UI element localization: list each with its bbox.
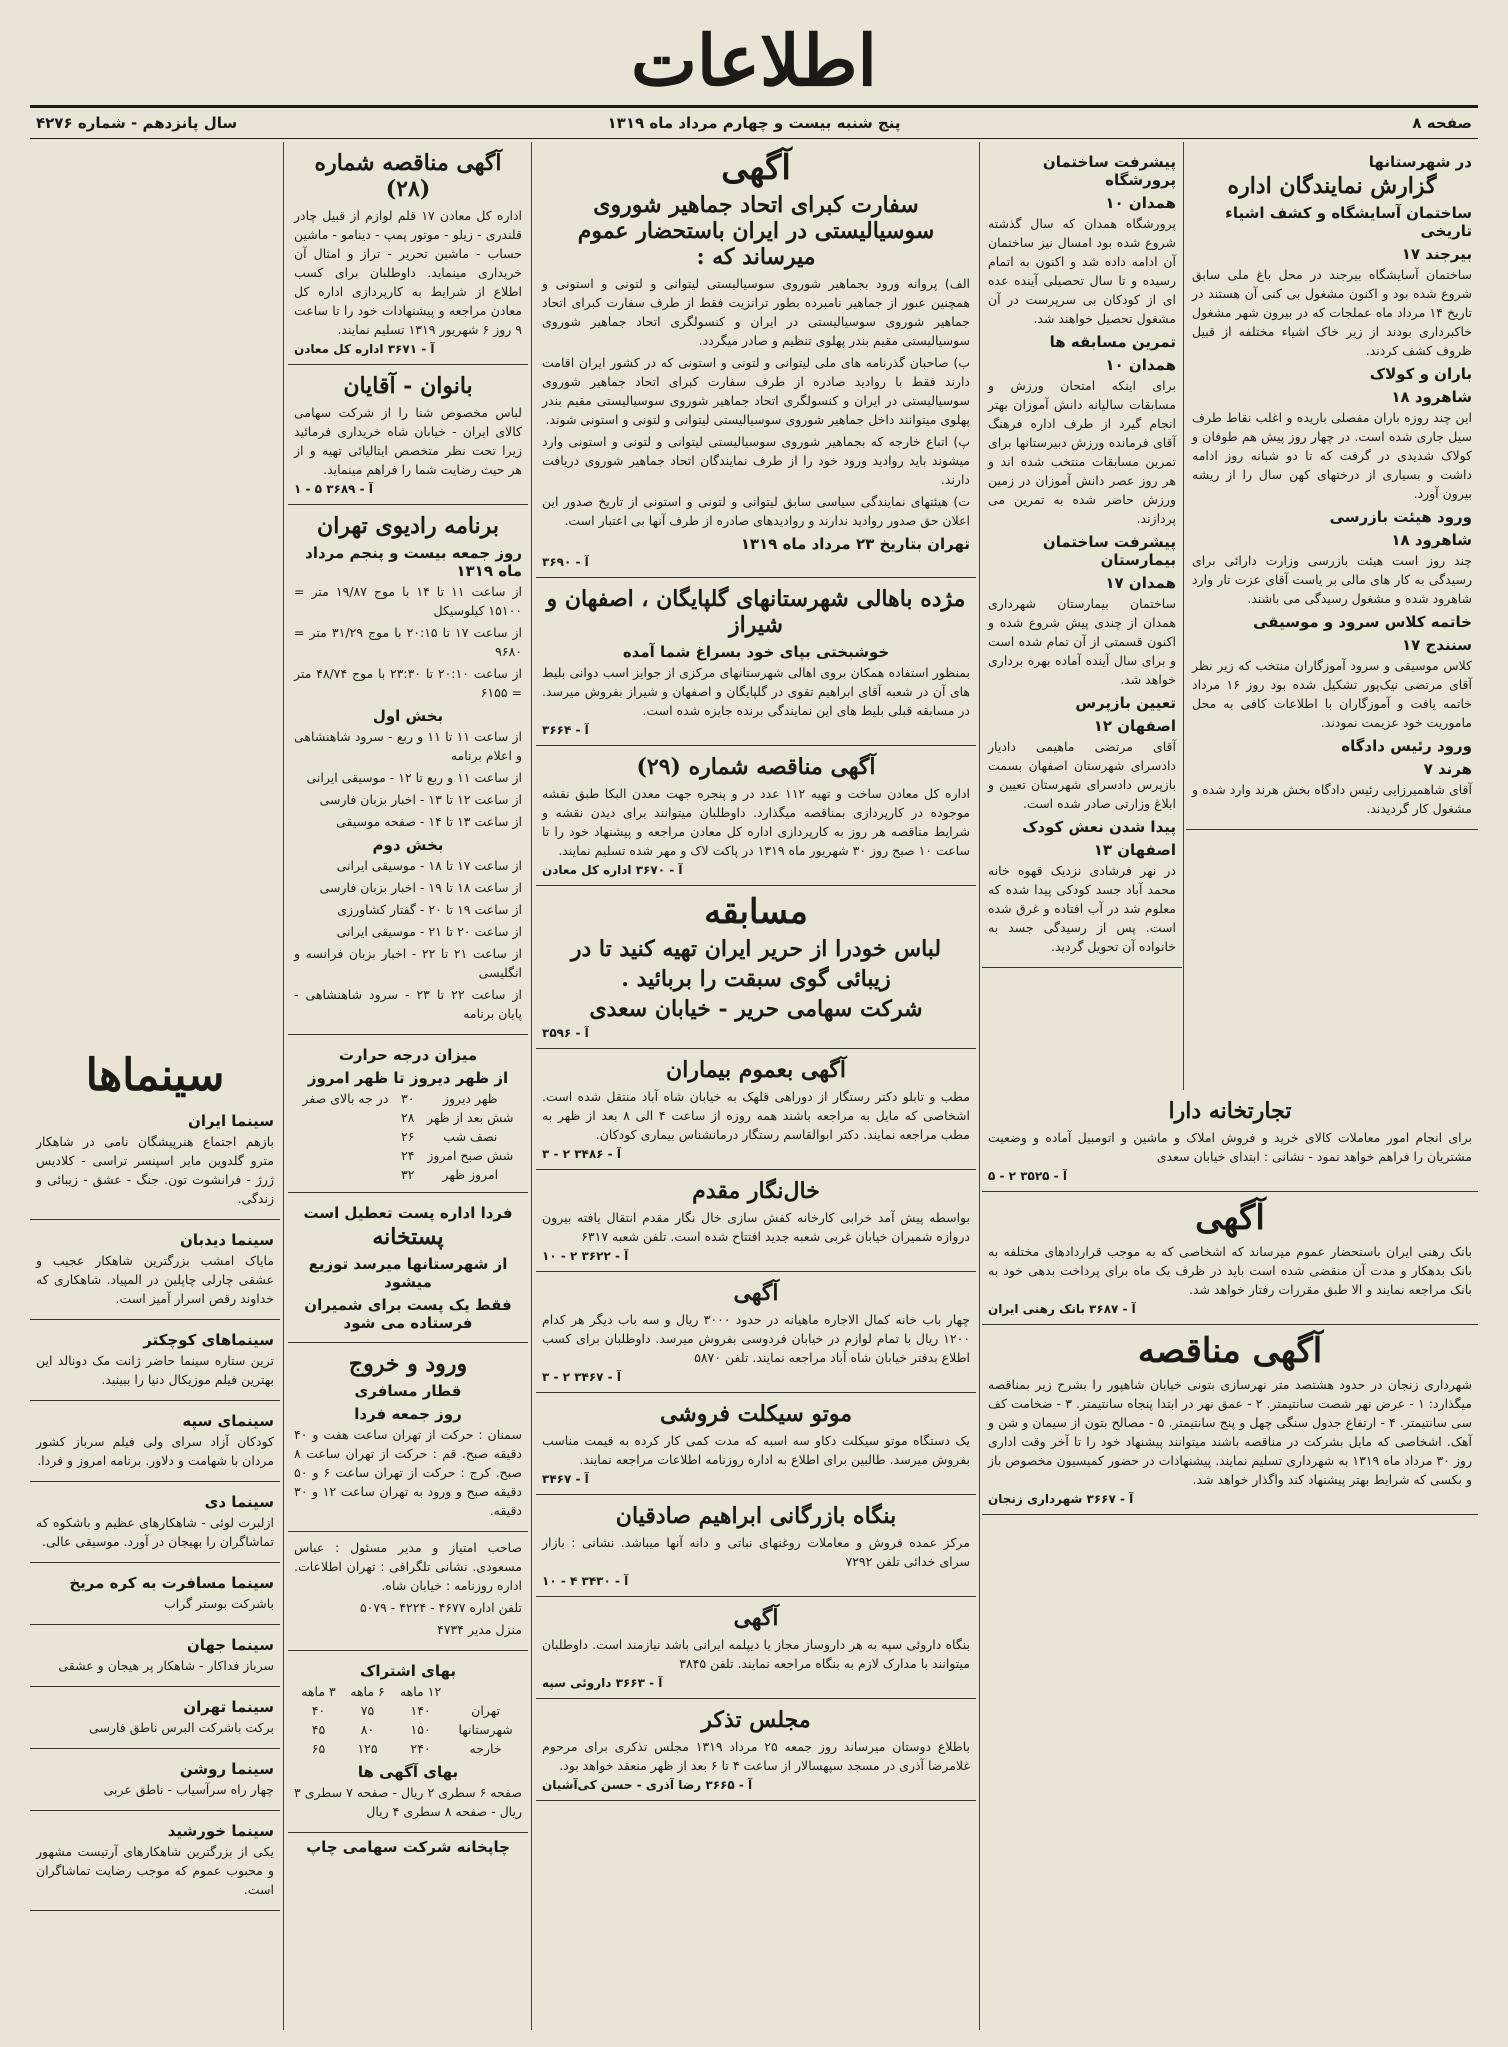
owner-text: صاحب امتیاز و مدیر مسئول : عباس مسعودی. نشانی تلگرافی : تهران اطلاعات. اداره روزنامه : خیابان شاه. bbox=[294, 1540, 522, 1593]
subs-cell bbox=[449, 1682, 522, 1701]
subs-cell: ۴۰ bbox=[311, 1703, 326, 1718]
radio-title: برنامه رادیوی تهران bbox=[317, 513, 499, 539]
tender-text: شهرداری زنجان در حدود هشتصد متر نهرسازی بتونی خیابان شاهپور را بشرح زیر بمناقصه میگذارد: ۱ - عرض نهر شصت سانتیمتر. ۲ - عمق نهر در ابتدا پنجاه سانتیمتر. ۳ - ضخامت کف سی سانتیمتر. ۴ - ارتفاع جدول سنگی چهل و پنج سانتیمتر. ۵ - مصالح بتون از سیمان و شن و آهک. اشخاصی که مایل بشرکت در مناقصه باشند میتوانند پیشنهاد خود را تا آخر وقت اداری روز ۳۰ مرداد ماه ۱۳۱۹ به شهرداری تسلیم نمایند. پیشنهادات در حضور کمیسیون مخصوص باز و بکسی که شرایط بهتر پیشنهاد کند واگذار خواهد شد. bbox=[988, 1377, 1473, 1487]
item-subheading: اصفهان ۱۲ bbox=[1093, 717, 1176, 735]
merchant-ref: آ - ۳۵۲۵ ۲ - ۵ bbox=[988, 1169, 1067, 1183]
train-sub: قطار مسافری bbox=[354, 1382, 462, 1400]
cinema-item bbox=[30, 1482, 280, 1563]
train-sub: روز جمعه فردا bbox=[354, 1405, 462, 1423]
item-heading: ورود رئیس دادگاه bbox=[1341, 737, 1472, 755]
temperature-box bbox=[288, 1035, 528, 1193]
subs-cell: ۲۴۰ bbox=[410, 1741, 431, 1756]
temp-unit bbox=[294, 1146, 397, 1165]
temp-unit bbox=[294, 1165, 397, 1184]
radio-line: از ساعت ۲۰ تا ۲۱ - موسیقی ایرانی bbox=[336, 924, 522, 939]
column-divider bbox=[531, 142, 532, 2030]
motorcycle-ad bbox=[536, 1393, 976, 1495]
temp-label: شش صبح امروز bbox=[427, 1148, 514, 1163]
bank-title: آگهی bbox=[1195, 1198, 1265, 1238]
subs-cell: شهرستانها bbox=[458, 1722, 513, 1737]
newspaper-page bbox=[30, 0, 1478, 2040]
swimwear-text: لباس مخصوص شنا را از شرکت سهامی کالای ایران - خیابان شاه خریداری فرمائید زیرا تحت نظر متخصص ایتالیائی تهیه و از هر حیث رضایت شما را فراهم مینماید. bbox=[294, 405, 522, 477]
tender29-text: اداره کل معادن ساخت و تهیه ۱۱۲ عدد در و پنجره جهت معدن البکا طبق نقشه موجوده در کارپردازی بمناقصه میگذارد. داوطلبان میتوانند برای دیدن نقشه و شرایط مناقصه هر روز به کارپردازی اداره کل معادن مراجعه و پیشنهاد خود را تا ساعت ۱۰ صبح روز ۳۰ شهریور ماه ۱۳۱۹ در پاکت لاک و مهر شده تسلیم نمایند. bbox=[542, 786, 970, 858]
cinema-name: سینما تهران bbox=[183, 1698, 274, 1716]
silk-line: شرکت سهامی حریر - خیابان سعدی bbox=[589, 996, 923, 1022]
house-ad bbox=[536, 1272, 976, 1393]
cinema-item bbox=[30, 1749, 280, 1811]
subscription-box bbox=[288, 1651, 528, 1833]
silk-line: زیبائی گوی سبقت را بربائید . bbox=[621, 966, 891, 992]
item-heading: پیشرفت ساختمان بیمارستان bbox=[1042, 533, 1176, 569]
cinema-text: مایاک امشب بزرگترین شاهکار عجیب و عشقی چارلی چاپلین در المپیاد. شاهکاری که خداوند رقص اسرار آمیز است. bbox=[36, 1253, 274, 1306]
temp-value: ۲۴ bbox=[401, 1148, 415, 1163]
motorcycle-title: موتو سیکلت فروشی bbox=[659, 1401, 853, 1427]
radio-line: از ساعت ۱۱ تا ۱۱ و ربع - سرود شاهنشاهی و اعلام برنامه bbox=[294, 729, 522, 763]
pharmacy-ref: آ - ۳۶۶۳ داروئی سپه bbox=[542, 1676, 663, 1690]
merchant-text: برای انجام امور معاملات کالای خرید و فروش املاک و ماشین و اتومبیل آماده و وضعیت مشتریان را فراهم خواهد نمود - نشانی : ابتدای خیابان سعدی bbox=[988, 1130, 1472, 1164]
tender-ad bbox=[982, 1325, 1478, 1515]
tender29-title: آگهی مناقصه شماره (۲۹) bbox=[636, 754, 876, 780]
column-divider bbox=[283, 142, 284, 2030]
cinema-name: سینما دیدبان bbox=[180, 1231, 274, 1249]
doctor-ref: آ - ۳۴۸۶ ۲ - ۳ bbox=[542, 1147, 621, 1161]
item-heading: باران و کولاک bbox=[1369, 365, 1472, 383]
column-info bbox=[288, 142, 528, 2030]
cinema-text: ازلبرت لوئی - شاهکارهای عظیم و باشکوه که تماشاگران را بهیجان در آورد. موسیقی عالی. bbox=[36, 1515, 274, 1549]
cinema-text: سرباز فداکار - شاهکار پر هیجان و عشقی bbox=[58, 1658, 274, 1673]
memorial-title: مجلس تذکر bbox=[701, 1707, 811, 1733]
cinemas-title: سینماها bbox=[85, 1050, 225, 1101]
item-body: ساختمان آسایشگاه بیرجند در محل باغ ملی سابق شروع شده بود و اکنون مشغول بی کنی آن هستند در تاریخ ۱۴ مرداد ماه عملجات که در بیرون شهر مشغول خاکبرداری بودند از زیر خاک اشیاء مختلفه از قبیل ظروف کشف کردند. bbox=[1192, 267, 1472, 358]
table-row bbox=[294, 1701, 522, 1720]
table-row bbox=[294, 1165, 522, 1184]
lottery-title: مژده باهالی شهرستانهای گلپایگان ، اصفهان و شیراز bbox=[546, 586, 966, 638]
post-line: پستخانه bbox=[372, 1224, 444, 1250]
cinema-name: سینما دی bbox=[204, 1493, 274, 1511]
bank-ref: آ - ۳۶۸۷ بانک رهنی ایران bbox=[988, 1302, 1136, 1316]
cinema-item bbox=[30, 1687, 280, 1749]
house-text: چهار باب خانه کمال الاجاره ماهیانه در حدود ۳۰۰۰ ریال و سه باب دیگر هر کدام ۱۲۰۰ ریال با تمام لوازم در خیابان فردوسی بفروش میرسد. داوطلبان برای کسب اطلاع بدفتر خیابان شاه آباد مراجعه نمایند. تلفن ۵۸۷۰ bbox=[542, 1312, 970, 1365]
item-body: این چند روزه باران مفصلی باریده و اغلب نقاط طرف سیل جاری شده است. در چهار روز پیش هم طوفان و کولاک شدیدی در گرفت که تا دو شبانه روز ادامه داشت و بسیاری از درختهای کهن سال را از ریشه بیرون آورد. bbox=[1192, 410, 1472, 501]
silk-ref: آ - ۳۵۹۶ bbox=[542, 1026, 589, 1040]
radio-line: از ساعت ۲۱ تا ۲۲ - اخبار بزبان فرانسه و انگلیسی bbox=[294, 946, 522, 980]
cinema-text: کودکان آزاد سرای ولی فیلم سرباز کشور مردان با شهامت و دلاور. برنامه امروز و فردا. bbox=[36, 1434, 274, 1468]
temp-unit bbox=[294, 1127, 397, 1146]
item-body: چند روز است هیئت بازرسی وزارت دارائی برای رسیدگی به کار های مالی بر یاست آقای عزت تار وارد شاهرود شده و مشغول رسیدگی می باشند. bbox=[1192, 553, 1472, 606]
house-title: آگهی bbox=[733, 1280, 779, 1306]
embassy-paragraph: ب) صاحبان گذرنامه های ملی لیتوانی و لتونی و استونی که در کشور ایران اقامت دارند فقط با روادید صادره از طرف سفارت کبرای اتحاد جماهیر شوروی سوسیالیستی در ایران و کنسولگری اتحاد جماهیر شوروی سوسیالیستی مقیم بندر پهلوی میتوانند داخل جماهیر شوروی سوسیالیستی لیتوانی و لتونی و استونی شوند. bbox=[542, 355, 970, 427]
table-row bbox=[294, 1720, 522, 1739]
mines-tender-ad bbox=[288, 142, 528, 365]
subscription-table bbox=[294, 1682, 522, 1758]
radio-line: از ساعت ۱۹ تا ۲۰ - گفتار کشاورزی bbox=[337, 902, 522, 917]
item-body: برای اینکه امتحان ورزش و مسابقات سالیانه دانش آموزان بهتر انجام گیرد از طرف اداره فرهنگ آقای فرمانده ورزش دبیرستانها برای تمرین مسابقات منتخب شده اند و هر روز عصر دانش آموزان در زمین ورزش حاضر شده به تمرین می پردازند. bbox=[988, 378, 1176, 526]
doctor-text: مطب و تابلو دکتر رستگار از دوراهی قلهک به خیابان شاه آباد منتقل شده است. اشخاصی که مایل به مراجعه باشند همه روزه از ساعت ۴ الی ۸ بعد از ظهر به مطب مراجعه نمایند. دکتر ابوالقاسم رستگار درمانشناس بیماری کودکان. bbox=[542, 1089, 970, 1142]
trade-ref: آ - ۳۴۳۰ ۴ - ۱۰ bbox=[542, 1574, 629, 1588]
pharmacy-text: بنگاه داروئی سپه به هر داروساز مجاز یا دیپلمه ایرانی باشد نیازمند است. داوطلبان میتوانند با مدارک لازم به بنگاه مراجعه نمایند. تلفن ۳۸۴۵ bbox=[542, 1637, 970, 1671]
post-box bbox=[288, 1193, 528, 1343]
item-body: پرورشگاه همدان که سال گذشته شروع شده بود امسال نیز ساختمان آن ادامه داده شد و اکنون به اتمام رسیده و تا سال تحصیلی آینده عده ای از کودکان بی سرپرست در آن مشغول تحصیل خواهند شد. bbox=[988, 216, 1176, 326]
embassy-headline: سفارت کبرای اتحاد جماهیر شوروی سوسیالیستی در ایران باستحضار عموم میرساند که : bbox=[577, 192, 935, 270]
cinema-text: ترین ستاره سینما حاضر ژانت مک دونالد این بهترین فیلم موزیکال دنیا را ببینید. bbox=[36, 1353, 274, 1387]
subs-cell: ۶۵ bbox=[311, 1741, 326, 1756]
provinces-item bbox=[1192, 204, 1472, 360]
shoe-title: خال‌نگار مقدم bbox=[692, 1178, 820, 1204]
column-divider bbox=[979, 142, 980, 2030]
item-body: کلاس موسیقی و سرود آموزگاران منتخب که زیر نظر آقای مرتضی نیک‌پور تشکیل شده بود روز ۱۶ مرداد خاتمه یافت و آموزگاران با اطلاعات کافی به محل ماموریت خود عزیمت نمودند. bbox=[1192, 658, 1472, 730]
owner-box bbox=[288, 1532, 528, 1651]
train-text: سمنان : حرکت از تهران ساعت هفت و ۴۰ دقیقه صبح. قم : حرکت از تهران ساعت ۸ صبح. کرج : حرکت از تهران ساعت ۶ و ۵۰ دقیقه صبح و ورود به تهران ساعت ۱۲ و ۳۰ دقیقه. bbox=[294, 1427, 522, 1518]
bank-text: بانک رهنی ایران باستحضار عموم میرساند که اشخاصی که به موجب قراردادهای مختلفه به بانک بدهکار و مدت آن منقضی شده است باید در ظرف یک ماه برای پرداخت بدهی خود به بانک مراجعه نمایند و الا طبق مقررات رفتار خواهد شد. bbox=[988, 1244, 1472, 1297]
header-line bbox=[30, 105, 1478, 139]
item-subheading: شاهرود ۱۸ bbox=[1391, 388, 1472, 406]
cinema-text: چهار راه سرآسیاب - ناطق عربی bbox=[103, 1782, 274, 1797]
item-heading: ساختمان آسایشگاه و کشف اشیاء تاریخی bbox=[1225, 204, 1472, 240]
temp-label: امروز ظهر bbox=[442, 1167, 499, 1182]
trade-text: مرکز عمده فروش و معاملات روغنهای نباتی و دانه آنها میباشد. نشانی : بازار سرای خدائی تلفن ۷۲۹۲ bbox=[542, 1535, 970, 1569]
subs-cell: ۱۴۰ bbox=[410, 1703, 431, 1718]
newspaper-logo: اطلاعات bbox=[631, 19, 877, 102]
radio-part: بخش اول bbox=[372, 707, 444, 725]
trade-title: بنگاه بازرگانی ابراهیم صادقیان bbox=[615, 1503, 897, 1529]
provinces-item bbox=[1192, 365, 1472, 503]
radio-sub: روز جمعه بیست و پنجم مرداد ماه ۱۳۱۹ bbox=[305, 544, 522, 580]
post-line: فردا اداره پست تعطیل است bbox=[303, 1204, 513, 1222]
provinces-item bbox=[1192, 613, 1472, 732]
cinema-name: سینما مسافرت به کره مریخ bbox=[69, 1574, 274, 1592]
embassy-title: آگهی bbox=[721, 148, 791, 188]
cinema-name: سینما روشن bbox=[179, 1760, 274, 1778]
item-heading: تعیین بازپرس bbox=[1075, 694, 1176, 712]
cinema-item bbox=[30, 1401, 280, 1482]
radio-line: از ساعت ۱۸ تا ۱۹ - اخبار بزبان فارسی bbox=[319, 880, 522, 895]
column-divider bbox=[1183, 142, 1184, 1090]
subs-cell: ۸۰ bbox=[360, 1722, 375, 1737]
owner-phone: منزل مدیر ۴۷۳۴ bbox=[437, 1622, 522, 1637]
swimwear-title: بانوان - آقایان bbox=[343, 373, 473, 399]
subs-cell: ۶ ماهه bbox=[350, 1684, 385, 1699]
temp-unit: در جه بالای صفر bbox=[302, 1091, 389, 1106]
radio-line: از ساعت ۱۷ تا ۲۰:۱۵ با موج ۳۱/۲۹ متر = ۹۶۸۰ bbox=[294, 625, 522, 659]
radio-line: از ساعت ۱۱ و ربع تا ۱۲ - موسیقی ایرانی bbox=[306, 770, 522, 785]
cinema-name: سینمای سپه bbox=[182, 1412, 274, 1430]
tender-title: آگهی مناقصه bbox=[1137, 1331, 1323, 1371]
item-subheading: اصفهان ۱۳ bbox=[1093, 841, 1176, 859]
swimwear-ad bbox=[288, 365, 528, 505]
issue-date: پنج شنبه بیست و چهارم مرداد ماه ۱۳۱۹ bbox=[607, 114, 901, 132]
subs-cell: ۱۲۵ bbox=[357, 1741, 378, 1756]
shoe-text: بواسطه پیش آمد خرابی کارخانه کفش سازی خال نگار مقدم انتقال یافته بیرون دروازه شمیران خیابان غربی شعبه جدید افتتاح شده است. تلفن شعبه ۶۳۱۷ bbox=[542, 1210, 970, 1244]
item-subheading: همدان ۱۰ bbox=[1105, 194, 1176, 212]
masthead bbox=[30, 18, 1478, 104]
temp-unit bbox=[294, 1108, 397, 1127]
item-body: در نهر فرشادی نزدیک قهوه خانه محمد آباد جسد کودکی پیدا شده که معلوم شد در آب افتاده و غرق شده است. پس از رسیدگی جسد به خانواده آن تحویل گردید. bbox=[988, 863, 1176, 954]
memorial-ref: آ - ۳۶۶۵ رضا آذری - حسن کی‌آشیان bbox=[542, 1778, 753, 1792]
embassy-paragraph: الف) پروانه ورود بجماهیر شوروی سوسیالیستی لیتوانی و لتونی و استونی و همچنین عبور از جماهیر نامبرده بطور ترانزیت فقط از طرف سفارت کبرای اتحاد جماهیر شوروی سوسیالیستی در ایران و کنسولگری اتحاد جماهیر شوروی سوسیالیستی مقیم بندر پهلوی تنظیم و صادر میگردد. bbox=[542, 276, 970, 348]
owner-phone: تلفن اداره ۴۶۷۷ - ۴۲۲۴ - ۵۰۷۹ bbox=[359, 1600, 522, 1615]
subs-cell: ۴۵ bbox=[311, 1722, 326, 1737]
cinema-name: سینماهای کوچکتر bbox=[143, 1331, 274, 1349]
pharmacy-title: آگهی bbox=[733, 1605, 779, 1631]
item-subheading: شاهرود ۱۸ bbox=[1391, 531, 1472, 549]
page-number: صفحه ۸ bbox=[1412, 114, 1472, 132]
cinema-item bbox=[30, 1101, 280, 1220]
temp-value: ۳۰ bbox=[401, 1091, 415, 1106]
temp-value: ۲۸ bbox=[401, 1110, 415, 1125]
motorcycle-ref: آ - ۳۴۶۷ bbox=[542, 1472, 589, 1486]
column-cinemas bbox=[30, 1050, 280, 2030]
table-row bbox=[294, 1739, 522, 1758]
item-subheading: بیرجند ۱۷ bbox=[1401, 245, 1472, 263]
cinema-item bbox=[30, 1811, 280, 1911]
lower-right-ads bbox=[982, 1090, 1478, 2030]
embassy-paragraph: پ) اتباع خارجه که بجماهیر شوروی سوسیالیستی لیتوانی و لتونی و استونی وارد میشوند باید روادید ورود خود را از طرف نمایندگان اتحاد جماهیر شوروی دریافت دارند. bbox=[542, 434, 970, 487]
radio-line: از ساعت ۱۲ تا ۱۳ - اخبار بزبان فارسی bbox=[319, 792, 522, 807]
shoe-ad bbox=[536, 1170, 976, 1272]
temperature-table bbox=[294, 1089, 522, 1184]
cities-block bbox=[982, 142, 1182, 968]
silk-ad bbox=[536, 886, 976, 1049]
subs-cell: ۱۲ ماهه bbox=[399, 1684, 442, 1699]
column-center-ads bbox=[536, 142, 976, 2030]
subs-cell: خارجه bbox=[469, 1741, 502, 1756]
table-row bbox=[294, 1108, 522, 1127]
item-subheading: همدان ۱۰ bbox=[1105, 356, 1176, 374]
tender29-ref: آ - ۳۶۷۰ اداره کل معادن bbox=[542, 863, 683, 877]
ads-price-text: صفحه ۶ سطری ۲ ریال - صفحه ۷ سطری ۳ ریال - صفحه ۸ سطری ۴ ریال bbox=[294, 1785, 522, 1819]
cinema-name: سینما ایران bbox=[188, 1112, 274, 1130]
item-subheading: همدان ۱۷ bbox=[1105, 574, 1176, 592]
cinema-text: باشرکت بوستر گراب bbox=[164, 1596, 274, 1611]
house-ref: آ - ۳۴۶۷ ۲ - ۳ bbox=[542, 1370, 621, 1384]
cinema-item bbox=[30, 1563, 280, 1625]
radio-line: از ساعت ۲۲ تا ۲۳ - سرود شاهنشاهی - پایان برنامه bbox=[294, 987, 522, 1021]
item-body: آقای شاهمیرزایی رئیس دادگاه بخش هرند وارد شده و مشغول کار گردیدند. bbox=[1192, 782, 1472, 816]
cinema-text: بازهم اجتماع هنرپیشگان نامی در شاهکار مترو گلدوین مایر اسپنسر تراسی - کلادیس ژرژ - فرانشوت تون. جنگ - عشق - زیبائی و زندگی. bbox=[36, 1134, 274, 1206]
doctor-title: آگهی بعموم بیماران bbox=[666, 1057, 846, 1083]
post-line: فقط یک پست برای شمیران فرستاده می شود bbox=[304, 1296, 512, 1332]
train-box bbox=[288, 1343, 528, 1532]
tender-ref: آ - ۳۶۶۷ شهرداری زنجان bbox=[988, 1492, 1134, 1506]
doctor-ad bbox=[536, 1049, 976, 1170]
memorial-text: باطلاع دوستان میرساند روز جمعه ۲۵ مرداد ۱۳۱۹ مجلس تذکری برای مرحوم غلامرضا آذری در مسجد سپهسالار از ساعت ۴ تا ۶ بعد از ظهر منعقد خواهد بود. bbox=[542, 1739, 970, 1773]
table-row bbox=[294, 1682, 522, 1701]
radio-line: از ساعت ۱۱ تا ۱۴ با موج ۱۹/۸۷ متر = ۱۵۱۰۰ کیلوسیکل bbox=[294, 584, 522, 618]
subs-cell: ۱۵۰ bbox=[410, 1722, 431, 1737]
subs-cell: ۷۵ bbox=[360, 1703, 375, 1718]
cinema-text: یکی از بزرگترین شاهکارهای آرتیست مشهور و محبوب عموم که موجب رضایت تماشاگران است. bbox=[36, 1844, 274, 1897]
item-heading: پیشرفت ساختمان پرورشگاه bbox=[1042, 153, 1176, 189]
item-body: ساختمان بیمارستان شهرداری همدان از چندی پیش شروع شده و اکنون قسمتی از آن تمام شده است و برای سال آینده آماده بهره برداری خواهد شد. bbox=[988, 596, 1176, 687]
table-row bbox=[294, 1127, 522, 1146]
temperature-sub: از ظهر دیروز تا ظهر امروز bbox=[307, 1069, 509, 1087]
embassy-ref: آ - ۳۶۹۰ bbox=[542, 555, 589, 569]
cinema-item bbox=[30, 1320, 280, 1401]
cinema-item bbox=[30, 1625, 280, 1687]
table-row bbox=[294, 1089, 522, 1108]
subs-cell: تهران bbox=[471, 1703, 500, 1718]
radio-program bbox=[288, 505, 528, 1035]
shoe-ref: آ - ۳۶۲۲ ۲ - ۱۰ bbox=[542, 1249, 629, 1263]
temp-label: نصف شب bbox=[443, 1129, 498, 1144]
post-line: از شهرستانها میرسد توزیع میشود bbox=[308, 1255, 508, 1291]
cinema-name: سینما خورشید bbox=[167, 1822, 274, 1840]
merchant-title: تجارتخانه دارا bbox=[1168, 1098, 1292, 1124]
table-row bbox=[294, 1146, 522, 1165]
bank-ad bbox=[982, 1192, 1478, 1325]
provinces-lead: در شهرستانها bbox=[1368, 153, 1472, 171]
lottery-ref: آ - ۳۶۶۴ bbox=[542, 723, 589, 737]
temp-value: ۳۲ bbox=[401, 1167, 415, 1182]
subscription-title: بهای اشتراک bbox=[360, 1662, 456, 1680]
item-heading: خاتمه کلاس سرود و موسیقی bbox=[1253, 613, 1472, 631]
item-heading: ورود هیئت بازرسی bbox=[1329, 508, 1472, 526]
lottery-ad bbox=[536, 578, 976, 746]
item-heading: پیدا شدن نعش کودک bbox=[1022, 818, 1176, 836]
swimwear-ref: آ - ۳۶۸۹ ۵ - ۱ bbox=[294, 482, 373, 496]
radio-line: از ساعت ۱۷ تا ۱۸ - موسیقی ایرانی bbox=[336, 858, 522, 873]
temp-value: ۲۶ bbox=[401, 1129, 415, 1144]
silk-line: لباس خودرا از حریر ایران تهیه کنید تا در bbox=[570, 936, 942, 962]
motorcycle-text: یک دستگاه موتو سیکلت دکاو سه اسبه که مدت کمی کار کرده به قیمت مناسب بفروش میرسد. طالبین برای اطلاع به اداره روزنامه اطلاعات مراجعه نمایند. bbox=[542, 1433, 970, 1467]
radio-line: از ساعت ۱۳ تا ۱۴ - صفحه موسیقی bbox=[336, 814, 522, 829]
provinces-item bbox=[1192, 737, 1472, 818]
pharmacy-ad bbox=[536, 1597, 976, 1699]
mines-tender-ref: آ - ۳۶۷۱ اداره کل معادن bbox=[294, 342, 435, 356]
lottery-sub: خوشبختی بپای خود بسراغ شما آمده bbox=[622, 643, 890, 661]
item-subheading: سنندج ۱۷ bbox=[1401, 636, 1472, 654]
issue-number: سال پانزدهم - شماره ۴۲۷۶ bbox=[36, 114, 238, 132]
radio-part: بخش دوم bbox=[372, 836, 444, 854]
mines-tender-title: آگهی مناقصه شماره (۲۸) bbox=[314, 150, 502, 202]
cinema-item bbox=[30, 1220, 280, 1320]
temperature-title: میزان درجه حرارت bbox=[338, 1046, 478, 1064]
embassy-paragraph: ت) هیئتهای نمایندگی سیاسی سابق لیتوانی و لتونی و استونی از تاریخ صدور این اعلان حق صدور روادید ندارند و روادیدهای صادره از طرف آنها بی اعتبار است. bbox=[542, 494, 970, 528]
provinces-block bbox=[1186, 142, 1478, 830]
lottery-text: بمنظور استفاده همکان بروی اهالی شهرستانهای مرکزی از جوایز اسب دوانی بلیط های آن در شعبه آقای ابراهیم تقوی در گلپایگان و اصفهان و شیراز بفروش میرسد. در مسابقه قبلی بلیط های این نمایندگی برنده جایزه شده است. bbox=[542, 665, 970, 718]
cinema-text: برکت باشرکت البرس ناطق فارسی bbox=[89, 1720, 274, 1735]
mines-tender-text: اداره کل معادن ۱۷ قلم لوازم از قبیل چادر قلندری - زیلو - موتور پمپ - دینامو - ماشین حساب - ماشین تحریر - تراز و امثال آن خریداری مینماید. داوطلبان برای کسب اطلاع از شرایط به کارپردازی اداره کل معادن مراجعه و پیشنهادات خود را تا ساعت ۹ روز ۶ شهریور ۱۳۱۹ تسلیم نمایند. bbox=[294, 208, 523, 337]
provinces-item bbox=[1192, 508, 1472, 608]
item-heading: تمرین مسابقه ها bbox=[1049, 333, 1176, 351]
temp-label: شش بعد از ظهر bbox=[427, 1110, 514, 1125]
embassy-ad bbox=[536, 142, 976, 578]
ads-price-title: بهای آگهی ها bbox=[357, 1763, 459, 1781]
tender29-ad bbox=[536, 746, 976, 886]
subs-cell: ۳ ماهه bbox=[301, 1684, 336, 1699]
merchant-ad bbox=[982, 1090, 1478, 1192]
printer-name: چاپخانه شرکت سهامی چاپ bbox=[306, 1838, 510, 1856]
item-subheading: هرند ۷ bbox=[1423, 760, 1472, 778]
silk-title: مسابقه bbox=[704, 892, 808, 932]
provinces-title: گزارش نمایندگان اداره bbox=[1227, 173, 1437, 199]
item-body: آقای مرتضی ماهیمی دادیار دادسرای شهرستان اصفهان بسمت بازپرس دادسرای شهرستان تعیین و ابلاغ وزارتی صادر شده است. bbox=[988, 739, 1176, 811]
memorial-ad bbox=[536, 1699, 976, 1801]
cinema-name: سینما جهان bbox=[186, 1636, 274, 1654]
train-title: ورود و خروج bbox=[348, 1351, 468, 1377]
trade-ad bbox=[536, 1495, 976, 1597]
embassy-date: تهران بتاریخ ۲۳ مرداد ماه ۱۳۱۹ bbox=[740, 535, 970, 553]
temp-label: ظهر دیروز bbox=[442, 1091, 498, 1106]
radio-line: از ساعت ۲۰:۱۰ تا ۲۳:۳۰ با موج ۴۸/۷۴ متر = ۶۱۵۵ bbox=[294, 666, 522, 700]
